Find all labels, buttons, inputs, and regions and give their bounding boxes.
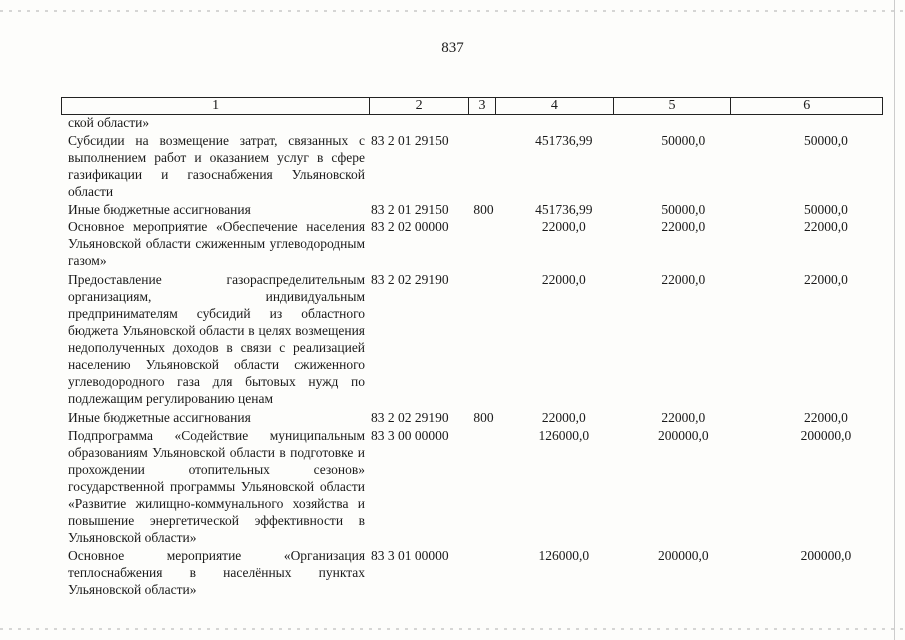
row-value-6: 22000,0 (804, 410, 848, 425)
row-value-5: 50000,0 (661, 133, 706, 148)
row-value-4: 451736,99 (535, 133, 593, 148)
row-description: Субсидии на возмещение затрат, связанных с выполнением работ и оказанием услуг в сфере газификации и газоснабжения Ульяновской области (68, 133, 366, 199)
row-value-4 (499, 114, 626, 131)
row-value-5: 50000,0 (661, 202, 706, 217)
table-row (61, 114, 883, 131)
column-header-4: 4 (496, 98, 614, 114)
scan-artifact-top (0, 10, 905, 12)
row-value-6: 200000,0 (800, 428, 852, 443)
row-value-5: 200000,0 (658, 428, 709, 443)
table-row (61, 547, 883, 598)
row-expense-type: 800 (473, 410, 494, 425)
row-value-5: 200000,0 (658, 548, 709, 563)
row-value-6: 22000,0 (804, 272, 848, 287)
row-description: Иные бюджетные ассигнования (68, 202, 251, 217)
column-header-1: 1 (62, 98, 370, 114)
row-description: ской области» (68, 115, 150, 130)
column-header-2: 2 (370, 98, 469, 114)
scan-edge (894, 0, 895, 640)
table-row (61, 427, 883, 546)
row-code: 83 2 02 29190 (371, 272, 449, 287)
table-row (61, 218, 883, 269)
row-code: 83 2 02 29190 (371, 410, 449, 425)
row-expense-type (473, 271, 499, 407)
row-value-5: 22000,0 (661, 219, 706, 234)
row-expense-type (473, 132, 499, 200)
row-value-6: 22000,0 (804, 219, 848, 234)
column-header-6: 6 (803, 98, 811, 113)
scan-artifact-bottom (0, 628, 905, 630)
row-expense-type (473, 218, 499, 269)
row-description: Основное мероприятие «Организация теплоснабжения в населённых пунктах Ульяновской области» (68, 548, 366, 597)
row-value-6: 50000,0 (804, 133, 848, 148)
row-value-4: 451736,99 (535, 202, 593, 217)
row-value-5: 22000,0 (661, 272, 706, 287)
row-value-6: 200000,0 (800, 548, 852, 563)
row-expense-type: 800 (473, 202, 494, 217)
table-row (61, 409, 883, 426)
row-code: 83 3 00 00000 (371, 428, 449, 443)
row-description: Предоставление газораспределительным организациям, индивидуальным предпринимателям субсидий из областного бюджета Ульяновской области в целях возмещения недополученных доходов в связи с реализацией населению Ульяновской области сжиженного углеводородного газа для бытовых нужд по подлежащим регулированию ценам (68, 272, 366, 406)
row-code: 83 2 01 29150 (371, 133, 449, 148)
table-row (61, 132, 883, 200)
row-value-4: 22000,0 (541, 219, 586, 234)
row-expense-type (473, 427, 499, 546)
page-number: 837 (441, 40, 464, 56)
table-row (61, 271, 883, 407)
row-code: 83 2 02 00000 (371, 219, 449, 234)
column-header-5: 5 (614, 98, 732, 114)
row-description: Подпрограмма «Содействие муниципальным образованиям Ульяновской области в подготовке и прохождении отопительных сезонов» государственной программы Ульяновской области «Развитие жилищно-коммунального хозяйства и повышение энергетической эффективности в Ульяновской области» (68, 428, 366, 545)
row-expense-type (473, 547, 499, 598)
row-value-6 (741, 114, 883, 131)
table-header (61, 97, 883, 115)
row-value-5: 22000,0 (661, 410, 706, 425)
row-value-5 (626, 114, 741, 131)
row-code (365, 114, 473, 131)
row-description: Основное мероприятие «Обеспечение населения Ульяновской области сжиженным углеводородным газом» (68, 219, 366, 268)
row-value-4: 22000,0 (541, 272, 586, 287)
row-code: 83 3 01 00000 (371, 548, 449, 563)
row-value-4: 126000,0 (538, 428, 590, 443)
column-header-3: 3 (469, 98, 496, 114)
row-value-4: 22000,0 (541, 410, 586, 425)
row-value-6: 50000,0 (804, 202, 848, 217)
row-code: 83 2 01 29150 (371, 202, 449, 217)
row-value-4: 126000,0 (538, 548, 590, 563)
table-row (61, 201, 883, 218)
row-expense-type (473, 114, 499, 131)
row-description: Иные бюджетные ассигнования (68, 410, 251, 425)
